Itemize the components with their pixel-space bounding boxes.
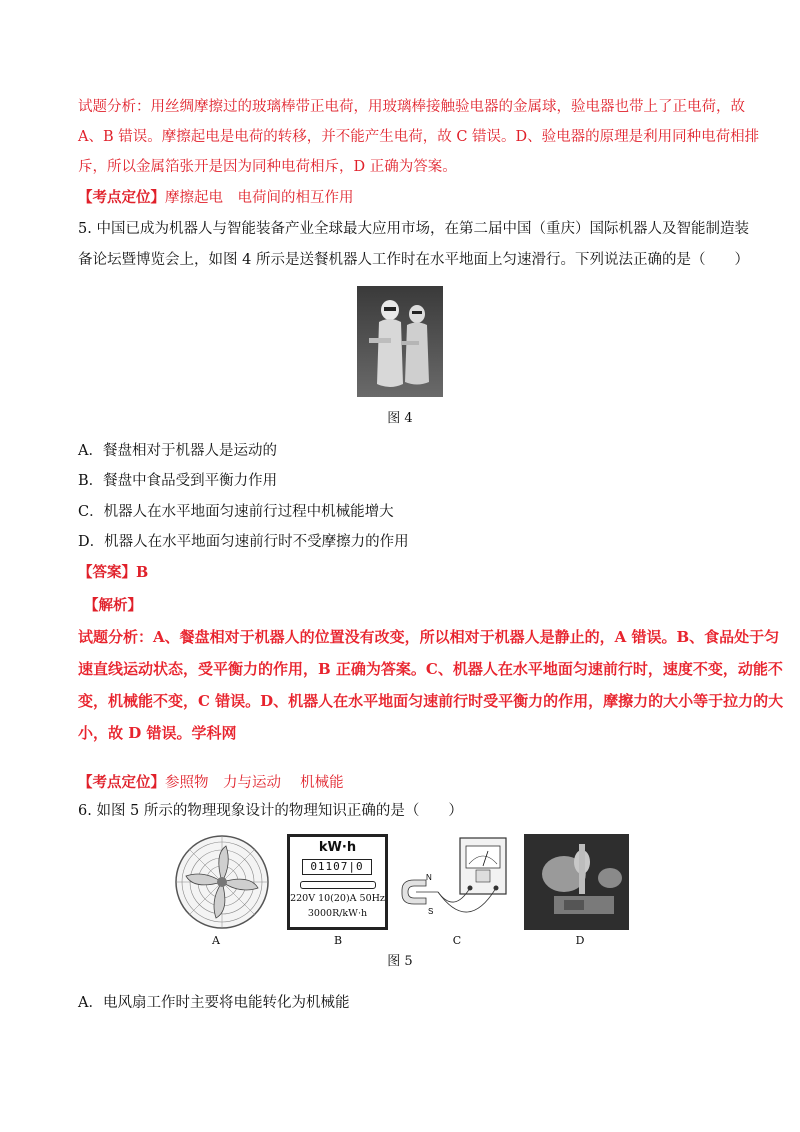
magnet-s-label: S [428,907,434,916]
q5-option-a: A．餐盘相对于机器人是运动的 [78,443,277,459]
q5-stem-line-1: 5. 中国已成为机器人与智能装备产业全球最大应用市场，在第二届中国（重庆）国际机器人及智能制造装 [78,221,749,237]
meter-digits: 01107|0 [302,859,372,875]
q5-kaodian [78,773,344,793]
q5-answer [78,563,148,583]
q6-stem: 6. 如图 5 所示的物理现象设计的物理知识正确的是（ ） [78,803,463,819]
q4-analysis-line-3: 斥，所以金属箔张开是因为同种电荷相斥，D 正确为答案。 [78,159,457,175]
meter-spec-2: 3000R/kW·h [307,908,368,919]
q5-analysis-line-2: 速直线运动状态，受平衡力的作用，B 正确为答案。C、机器人在水平地面匀速前行时，速度不变，动能不 [78,660,783,678]
experiment-photo [524,834,629,930]
fig5-label-d: D [575,934,585,947]
q5-kaodian-text: 参照物 力与运动 机械能 [165,775,344,791]
fig5-label-c: C [452,934,462,947]
q5-analysis-line-1: 试题分析：A、餐盘相对于机器人的位置没有改变，所以相对于机器人是静止的，A 错误。B、食品处于匀 [78,628,780,646]
electric-meter [287,834,388,930]
q5-option-c: C．机器人在水平地面匀速前行过程中机械能增大 [78,504,394,520]
meter-unit: kW·h [318,840,357,855]
q5-answer-tag: 【答案】 [78,564,136,581]
fig5-label-b: B [333,934,343,947]
q5-kaodian-tag: 【考点定位】 [78,774,165,791]
q4-kaodian [78,188,354,208]
q4-analysis-line-1: 试题分析：用丝绸摩擦过的玻璃棒带正电荷，用玻璃棒接触验电器的金属球，验电器也带上了正电荷，故 [78,99,745,115]
q5-analysis-line-4: 小，故 D 错误。学科网 [78,724,237,742]
magnet-n-label: N [426,873,432,882]
q5-option-d: D．机器人在水平地面匀速前行时不受摩擦力的作用 [78,534,409,550]
figure-5-caption: 图 5 [387,954,413,969]
q4-analysis-line-2: A、B 错误。摩擦起电是电荷的转移，并不能产生电荷，故 C 错误。D、验电器的原理是利用同种电荷相排 [78,129,760,145]
figure-4-caption: 图 4 [387,411,413,426]
q4-kaodian-text: 摩擦起电 电荷间的相互作用 [165,190,354,206]
q5-answer-value: B [136,564,149,581]
q5-analysis-tag: 【解析】 [84,597,142,614]
meter-disc-window [300,881,376,889]
q5-option-b: B．餐盘中食品受到平衡力作用 [78,473,278,489]
q6-option-a: A．电风扇工作时主要将电能转化为机械能 [78,995,350,1011]
meter-spec-1: 220V 10(20)A 50Hz [290,893,385,904]
galvanometer-setup [398,834,510,930]
fan-image [170,834,274,930]
robot-photo [357,286,443,397]
q5-analysis-line-3: 变，机械能不变，C 错误。D、机器人在水平地面匀速前行时受平衡力的作用，摩擦力的大小等于拉力的大 [78,692,784,710]
fig5-label-a: A [212,934,220,947]
q4-kaodian-tag: 【考点定位】 [78,189,165,206]
q5-stem-line-2: 备论坛暨博览会上，如图 4 所示是送餐机器人工作时在水平地面上匀速滑行。下列说法正确的是（ ） [78,252,749,268]
